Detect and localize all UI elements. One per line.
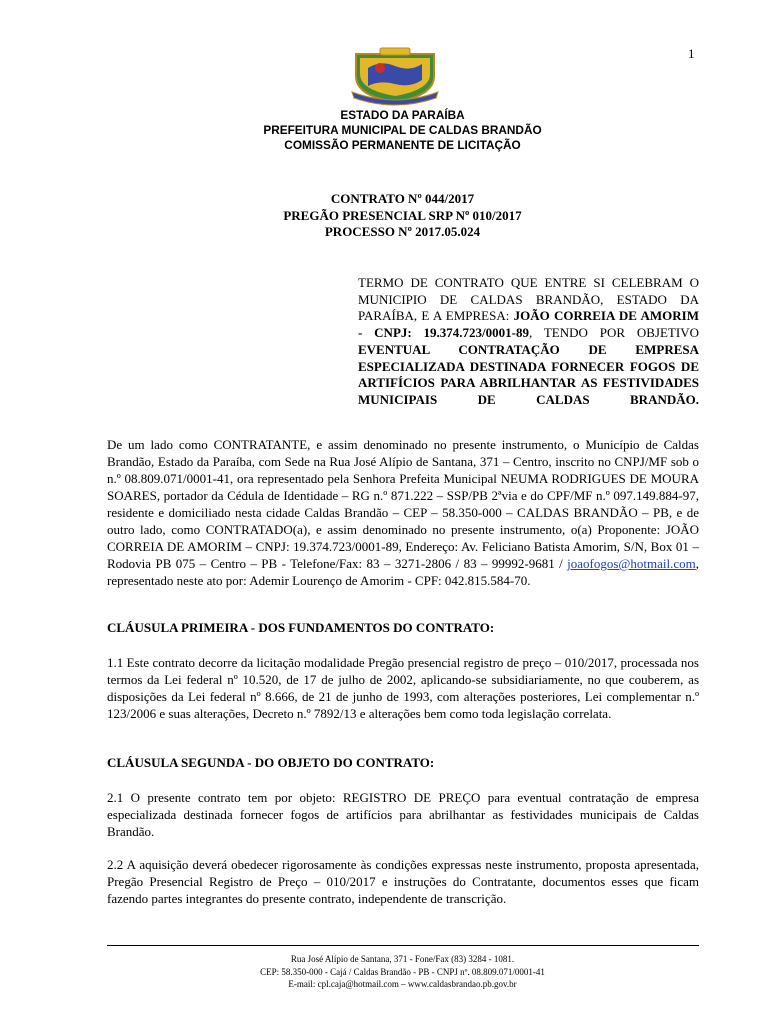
clause1-paragraph: 1.1 Este contrato decorre da licitação modalidade Pregão presencial registro de preço – 010/2017, processada nos termos da Lei federal nº 10.520, de 17 de julho de 2002, aplicando-se subsidiariamente, no que couberem, as disposições da Lei federal nº 8.666, de 21 de junho de 1993, com alterações posteriores, Lei complementar n.º 123/2006 e suas alterações, Decreto n.º 7892/13 e alterações bem como toda legislação correlata. (107, 655, 699, 721)
preamble-object: EVENTUAL CONTRATAÇÃO DE EMPRESA ESPECIALIZADA DESTINADA FORNECER FOGOS DE ARTIFÍCIOS PARA ABRILHANTAR AS FESTIVIDADES MUNICIPAIS DE CALDAS BRANDÃO. (358, 341, 699, 407)
header-state: ESTADO DA PARAÍBA (340, 108, 465, 122)
contract-identifiers (0, 191, 770, 241)
contract-preamble (358, 275, 699, 409)
preamble-company: JOÃO CORREIA DE AMORIM - CNPJ: 19.374.723/0001-89 (358, 308, 699, 341)
institution-header (0, 108, 770, 153)
header-commission: COMISSÃO PERMANENTE DE LICITAÇÃO (284, 138, 521, 152)
footer-address: Rua José Alípio de Santana, 371 - Fone/Fax (83) 3284 - 1081. (290, 954, 515, 964)
preamble-connector: , TENDO POR OBJETIVO (529, 325, 699, 341)
contract-number: CONTRATO Nº 044/2017 (330, 191, 475, 206)
page-number: 1 (688, 46, 695, 61)
pregao-number: PREGÃO PRESENCIAL SRP Nº 010/2017 (283, 207, 522, 223)
header-prefecture: PREFEITURA MUNICIPAL DE CALDAS BRANDÃO (263, 123, 542, 137)
clause2-paragraph-1: 2.1 O presente contrato tem por objeto: REGISTRO DE PREÇO para eventual contratação de empresa especializada destinada fornecer fogos de artifícios para abrilhantar as festividades municipais de Caldas Brandão. (107, 790, 699, 839)
footer-divider (107, 945, 699, 946)
footer-contact: E-mail: cpl.caja@hotmail.com – www.caldasbrandao.pb.gov.br (288, 979, 517, 989)
preamble-intro: TERMO DE CONTRATO QUE ENTRE SI CELEBRAM O MUNICIPIO DE CALDAS BRANDÃO, ESTADO DA PARAÍBA, E A EMPRESA: (358, 275, 699, 324)
clause1-title: CLÁUSULA PRIMEIRA - DOS FUNDAMENTOS DO CONTRATO: (107, 620, 495, 635)
intro-text: De um lado como CONTRATANTE, e assim denominado no presente instrumento, o Município de Caldas Brandão, Estado da Paraíba, com Sede na Rua José Alípio de Santana, 371 – Centro, inscrito no CNPJ/MF sob o n.º 08.809.071/0001-41, ora representado pela Senhora Prefeita Municipal NEUMA RODRIGUES DE MOURA SOARES, portador da Cédula de Identidade – RG n.º 871.222 – SSP/PB 2ªvia e do CPF/MF n.º 097.149.884-97, residente e domiciliado nesta cidade Caldas Brandão – CEP – 58.350-000 – CALDAS BRANDÃO – PB, e de outro lado, como CONTRATADO(a), e assim denominado no presente instrumento, o(a) Proponente: JOÃO CORREIA DE AMORIM – CNPJ: 19.374.723/0001-89, Endereço: Av. Feliciano Batista Amorim, S/N, Box 01 – Rodovia PB 075 – Centro – PB - Telefone/Fax: 83 – 3271-2806 / 83 – 99992-9681 / (107, 437, 699, 571)
clause2-title: CLÁUSULA SEGUNDA - DO OBJETO DO CONTRATO: (107, 755, 435, 770)
municipal-coat-of-arms-icon (350, 46, 440, 106)
footer-cep-cnpj: CEP: 58.350-000 - Cajá / Caldas Brandão - PB - CNPJ nº. 08.809.071/0001-41 (260, 966, 545, 977)
page-footer (0, 953, 770, 991)
intro-paragraph (107, 436, 699, 589)
process-number: PROCESSO Nº 2017.05.024 (324, 224, 481, 239)
intro-tail: , representado neste ato por: Ademir Lourenço de Amorim - CPF: 042.815.584-70. (107, 556, 699, 588)
contractor-email-link[interactable]: joaofogos@hotmail.com (567, 556, 696, 571)
clause2-paragraph-2: 2.2 A aquisição deverá obedecer rigorosamente às condições expressas neste instrumento, proposta apresentada, Pregão Presencial Registro de Preço – 010/2017 e instruções do Contratante, documentos esses que ficam fazendo partes integrantes do presente contrato, independente de transcrição. (107, 857, 699, 906)
